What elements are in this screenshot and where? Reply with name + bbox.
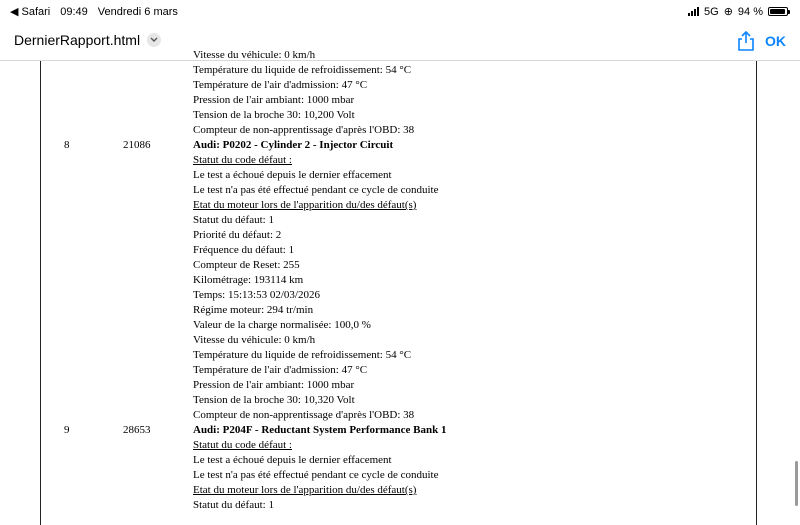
battery-percent: 94 % <box>737 5 763 18</box>
detail-line: Kilométrage: 193114 km <box>193 274 304 286</box>
detail-line: Tension de la broche 30: 10,320 Volt <box>193 394 355 406</box>
detail-line: Pression de l'air ambiant: 1000 mbar <box>193 94 355 106</box>
detail-line: Compteur de non-apprentissage d'après l'OBD: 38 <box>193 124 415 136</box>
detail-line: Statut du défaut: 1 <box>193 499 274 511</box>
status-line: Le test a échoué depuis le dernier effacement <box>193 454 392 466</box>
detail-line: Température du liquide de refroidissement: 54 °C <box>193 349 412 361</box>
status-bar <box>0 0 800 22</box>
back-app-label: Safari <box>21 6 51 18</box>
document-title: DernierRapport.html <box>14 32 141 48</box>
status-line: Le test n'a pas été effectué pendant ce cycle de conduite <box>193 184 439 196</box>
cellular-signal-icon <box>688 7 699 16</box>
ok-button[interactable]: OK <box>765 33 786 49</box>
status-date: Vendredi 6 mars <box>97 5 178 18</box>
detail-line: Compteur de Reset: 255 <box>193 259 300 271</box>
detail-line: Vitesse du véhicule: 0 km/h <box>193 49 316 61</box>
detail-line: Valeur de la charge normalisée: 100,0 % <box>193 319 371 331</box>
fault-number: 9 <box>64 424 70 436</box>
detail-line: Régime moteur: 294 tr/min <box>193 304 314 316</box>
fault-code: 21086 <box>123 139 151 151</box>
detail-line: Tension de la broche 30: 10,200 Volt <box>193 109 355 121</box>
detail-line: Température de l'air d'admission: 47 °C <box>193 364 368 376</box>
detail-line: Compteur de non-apprentissage d'après l'OBD: 38 <box>193 409 415 421</box>
status-heading: Statut du code défaut : <box>193 439 292 451</box>
detail-line: Temps: 15:13:53 02/03/2026 <box>193 289 320 301</box>
fault-number: 8 <box>64 139 70 151</box>
navigation-bar <box>0 22 800 61</box>
fault-title: Audi: P204F - Reductant System Performance Bank 1 <box>193 424 447 436</box>
detail-line: Vitesse du véhicule: 0 km/h <box>193 334 316 346</box>
detail-line: Statut du défaut: 1 <box>193 214 274 226</box>
detail-line: Fréquence du défaut: 1 <box>193 244 295 256</box>
detail-line: Pression de l'air ambiant: 1000 mbar <box>193 379 355 391</box>
detail-line: Température de l'air d'admission: 47 °C <box>193 79 368 91</box>
share-icon[interactable] <box>736 30 756 52</box>
fault-code: 28653 <box>123 424 151 436</box>
status-line: Le test n'a pas été effectué pendant ce cycle de conduite <box>193 469 439 481</box>
engine-state-heading: Etat du moteur lors de l'apparition du/des défaut(s) <box>193 484 417 496</box>
detail-line: Température du liquide de refroidissement: 54 °C <box>193 64 412 76</box>
detail-line: Priorité du défaut: 2 <box>193 229 282 241</box>
network-label: 5G <box>704 5 719 18</box>
table-border-right <box>756 61 757 525</box>
orientation-lock-icon: ⊕ <box>723 6 733 18</box>
fault-title: Audi: P0202 - Cylinder 2 - Injector Circuit <box>193 139 394 151</box>
status-heading: Statut du code défaut : <box>193 154 292 166</box>
document-title-menu[interactable] <box>14 32 161 48</box>
engine-state-heading: Etat du moteur lors de l'apparition du/des défaut(s) <box>193 199 417 211</box>
back-to-app-link[interactable]: ◀ Safari <box>10 6 51 18</box>
battery-icon <box>768 7 788 16</box>
scrollbar[interactable] <box>795 461 798 506</box>
status-line: Le test a échoué depuis le dernier effacement <box>193 169 392 181</box>
chevron-down-icon <box>147 33 161 47</box>
status-time: 09:49 <box>60 5 88 18</box>
document-view[interactable] <box>0 49 800 525</box>
table-border-left <box>40 61 41 525</box>
